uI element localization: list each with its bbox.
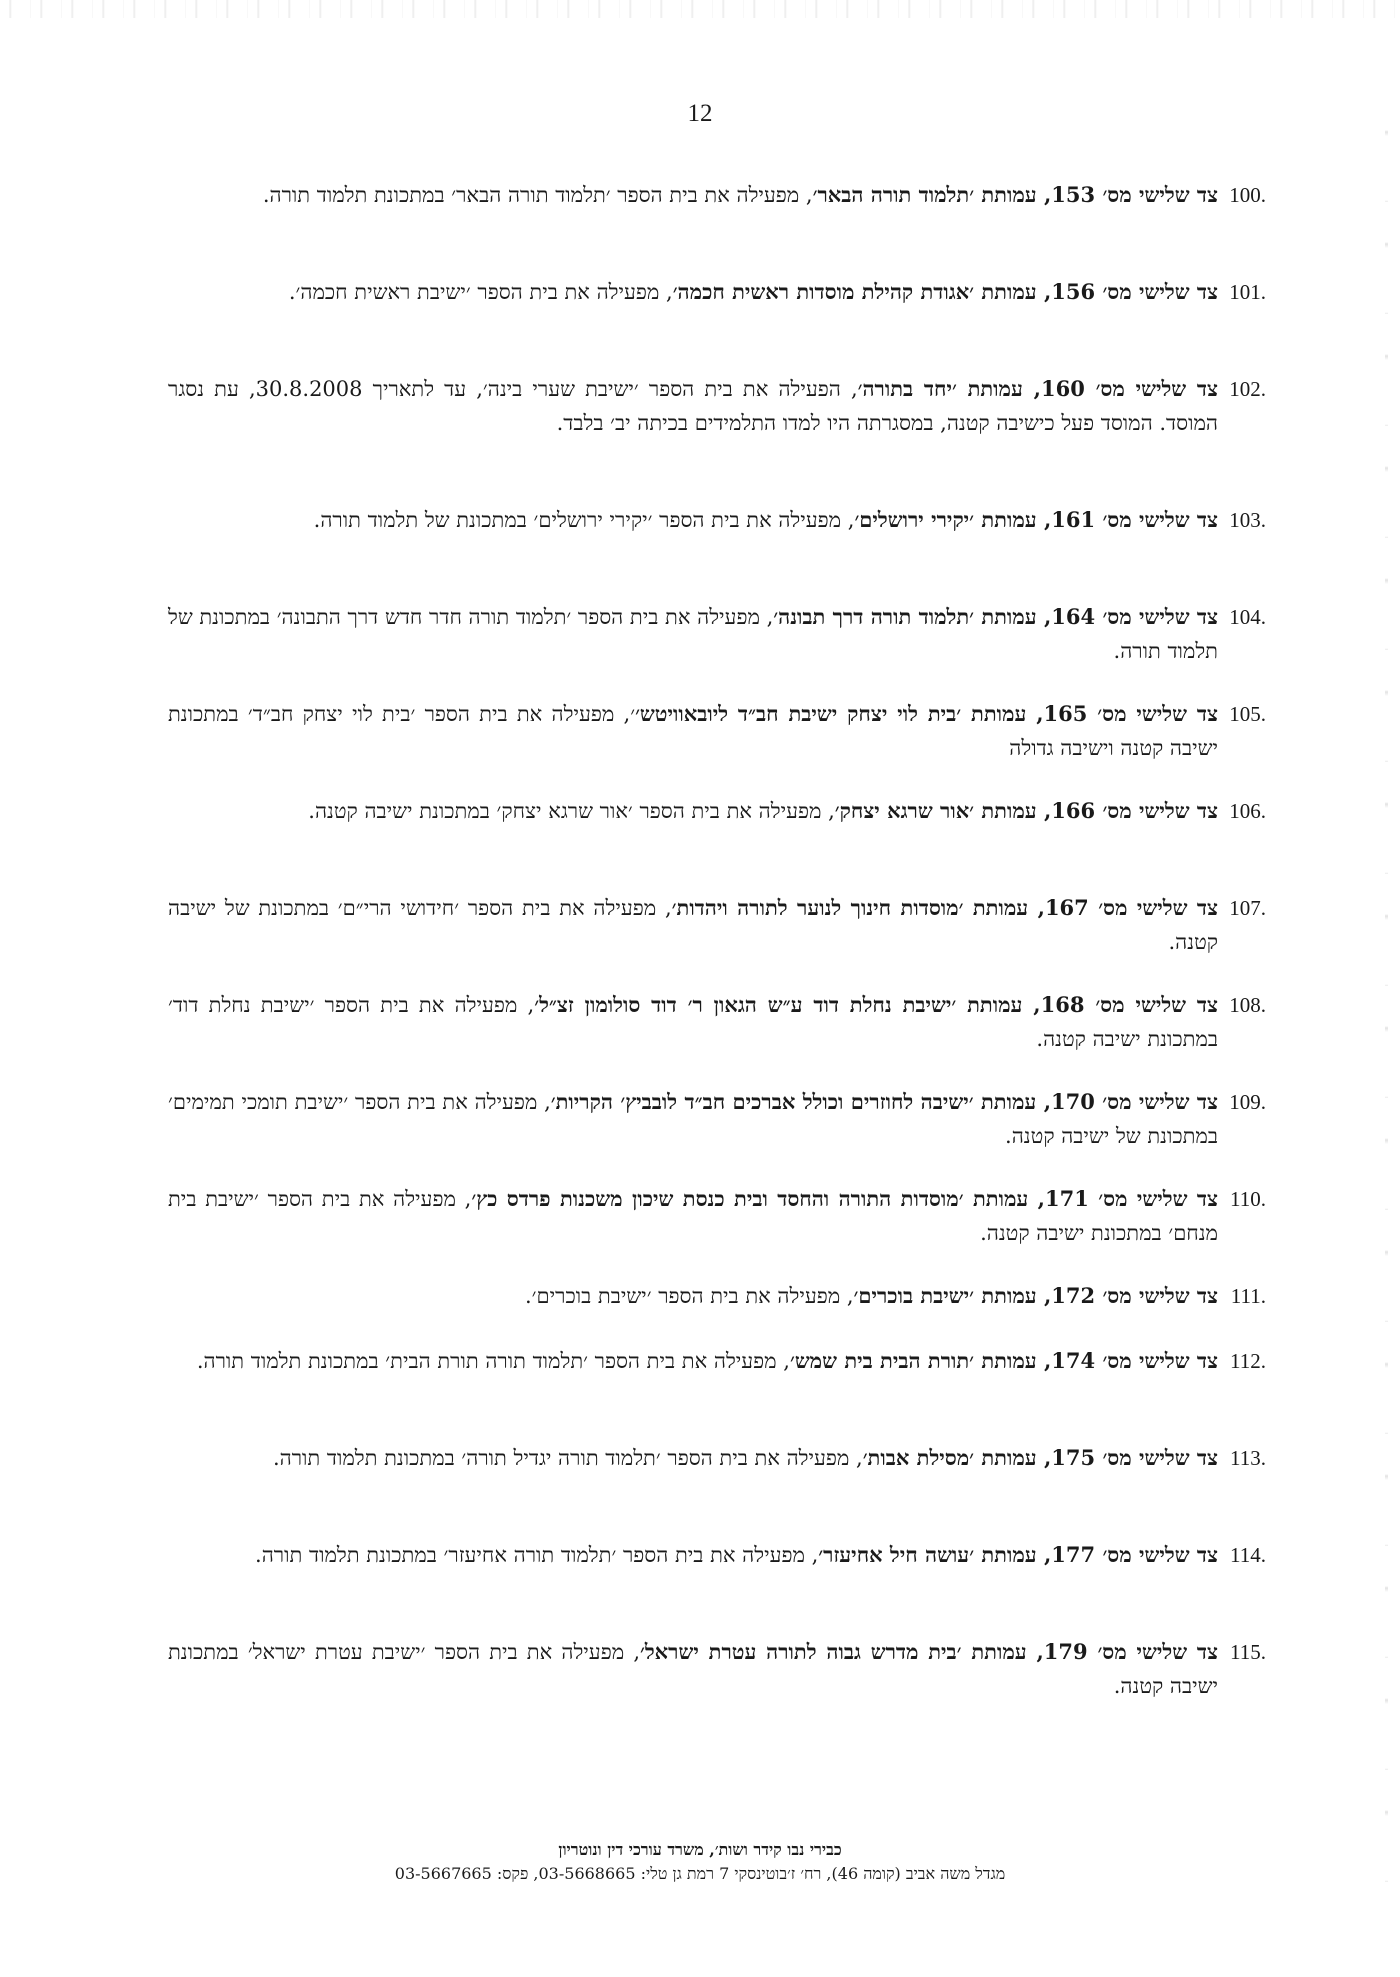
list-item — [168, 600, 1266, 697]
item-text: , מפעילה את בית הספר ׳אור שרגא יצחק׳ במתכונת ישיבה קטנה. — [308, 799, 835, 823]
item-text: ׳, מפעילה את בית הספר ׳בית לוי יצחק חב״ד׳ במתכונת ישיבה קטנה וישיבה גדולה — [168, 702, 1218, 760]
list-item — [168, 891, 1266, 988]
list-item — [168, 1538, 1266, 1635]
page-number: 12 — [687, 100, 713, 127]
item-lead: צד שלישי מס׳ 174, עמותת ׳תורת הבית בית שמש׳ — [789, 1348, 1218, 1373]
item-number: 112. — [1230, 1349, 1266, 1373]
item-text: , מפעילה את בית הספר ׳תלמוד תורה יגדיל תורה׳ במתכונת תלמוד תורה. — [272, 1446, 863, 1470]
list-item — [168, 178, 1266, 275]
item-lead: צד שלישי מס׳ 170, עמותת ׳ישיבה לחוזרים וכולל אברכים חב״ד לובביץ׳ הקריות׳ — [550, 1089, 1219, 1114]
item-lead: צד שלישי מס׳ 156, עמותת ׳אגודת קהילת מוסדות ראשית חכמה׳ — [672, 279, 1218, 304]
list-item — [168, 697, 1266, 794]
scan-artifact-top — [0, 0, 1400, 18]
list-item — [168, 1085, 1266, 1182]
list-item — [168, 503, 1266, 600]
scan-artifact-right — [1385, 90, 1388, 1890]
item-lead: צד שלישי מס׳ 175, עמותת ׳מסילת אבות׳ — [862, 1445, 1218, 1470]
item-lead: צד שלישי מס׳ 172, עמותת ׳ישיבת בוכרים׳ — [853, 1283, 1218, 1308]
item-lead: צד שלישי מס׳ 168, עמותת ׳ישיבת נחלת דוד ע״ש הגאון ר׳ דוד סולומון זצ״ל׳ — [534, 992, 1218, 1017]
item-text: , מפעילה את בית הספר ׳תלמוד תורה הבאר׳ במתכונת תלמוד תורה. — [262, 183, 813, 207]
item-number: 111. — [1230, 1284, 1266, 1308]
item-text: , מפעילה את בית הספר ׳יקירי ירושלים׳ במתכונת של תלמוד תורה. — [313, 508, 855, 532]
item-number: 100. — [1229, 183, 1266, 207]
item-number: 114. — [1230, 1543, 1266, 1567]
item-lead: צד שלישי מס׳ 166, עמותת ׳אור שרגא יצחק׳ — [834, 798, 1218, 823]
item-lead: צד שלישי מס׳ 171, עמותת ׳מוסדות התורה והחסד ובית כנסת שיכון משכנות פרדס כץ׳ — [471, 1186, 1218, 1211]
item-lead: צד שלישי מס׳ 165, עמותת ׳בית לוי יצחק ישיבת חב״ד ליובאוויטש׳ — [635, 701, 1218, 726]
list-item — [168, 275, 1266, 372]
firm-name: כבירי נבו קידר ושות׳, משרד עורכי דין ונוטריון — [558, 1840, 842, 1859]
item-number: 115. — [1230, 1640, 1266, 1664]
firm-address: מגדל משה אביב (קומה 46), רח׳ ז׳בוטינסקי 7 רמת גן טלי: 03-5668665, פקס: 03-5667665 — [394, 1864, 1006, 1883]
item-number: 107. — [1229, 896, 1266, 920]
item-lead: צד שלישי מס׳ 167, עמותת ׳מוסדות חינוך לנוער לתורה ויהדות׳ — [671, 895, 1218, 920]
item-number: 102. — [1229, 377, 1266, 401]
item-text: , מפעילה את בית הספר ׳ישיבת ראשית חכמה׳. — [288, 280, 673, 304]
letterhead-footer — [0, 1838, 1400, 1886]
item-lead: צד שלישי מס׳ 177, עמותת ׳עושה חיל אחיעזר׳ — [818, 1542, 1218, 1567]
item-lead: צד שלישי מס׳ 160, עמותת ׳יחד בתורה׳ — [857, 376, 1219, 401]
item-text: , מפעילה את בית הספר ׳ישיבת עטרת ישראל׳ במתכונת ישיבה קטנה. — [168, 1640, 1218, 1698]
list-item — [168, 1279, 1266, 1344]
item-number: 104. — [1229, 605, 1266, 629]
item-text: , מפעילה את בית הספר ׳תלמוד תורה אחיעזר׳ במתכונת תלמוד תורה. — [255, 1543, 819, 1567]
list-item — [168, 372, 1266, 503]
item-number: 105. — [1229, 702, 1266, 726]
list-item — [168, 794, 1266, 891]
item-text: , מפעילה את בית הספר ׳ישיבת נחלת דוד׳ במתכונת ישיבה קטנה. — [168, 993, 1218, 1051]
item-number: 110. — [1230, 1187, 1266, 1211]
item-lead: צד שלישי מס׳ 161, עמותת ׳יקירי ירושלים׳ — [854, 507, 1218, 532]
item-number: 106. — [1229, 799, 1266, 823]
item-text: , מפעילה את בית הספר ׳חידושי הרי״ם׳ במתכונת של ישיבה קטנה. — [168, 896, 1218, 954]
item-number: 108. — [1229, 993, 1266, 1017]
item-text: , מפעילה את בית הספר ׳ישיבת בוכרים׳. — [525, 1284, 854, 1308]
clause-list — [168, 178, 1266, 1732]
item-lead: צד שלישי מס׳ 164, עמותת ׳תלמוד תורה דרך תבונה׳ — [773, 604, 1219, 629]
list-item — [168, 1635, 1266, 1732]
item-number: 113. — [1230, 1446, 1266, 1470]
list-item — [168, 988, 1266, 1085]
item-number: 109. — [1229, 1090, 1266, 1114]
item-text: , מפעילה את בית הספר ׳ישיבת תומכי תמימים׳ במתכונת של ישיבה קטנה. — [168, 1090, 1218, 1148]
list-item — [168, 1441, 1266, 1538]
item-lead: צד שלישי מס׳ 153, עמותת ׳תלמוד תורה הבאר׳ — [812, 182, 1218, 207]
item-number: 103. — [1229, 508, 1266, 532]
item-text: , הפעילה את בית הספר ׳ישיבת שערי בינה׳, עד לתאריך 30.8.2008, עת נסגר המוסד. המוסד פעל כישיבה קטנה, במסגרתה היו למדו התלמידים בכיתה יב׳ בלבד. — [168, 377, 1218, 435]
item-lead: צד שלישי מס׳ 179, עמותת ׳בית מדרש גבוה לתורה עטרת ישראל׳ — [640, 1639, 1219, 1664]
item-text: , מפעילה את בית הספר ׳ישיבת בית מנחם׳ במתכונת ישיבה קטנה. — [168, 1187, 1218, 1245]
item-text: , מפעילה את בית הספר ׳תלמוד תורה תורת הבית׳ במתכונת תלמוד תורה. — [196, 1349, 790, 1373]
item-number: 101. — [1229, 280, 1266, 304]
item-text: , מפעילה את בית הספר ׳תלמוד תורה חדר חדש דרך התבונה׳ במתכונת של תלמוד תורה. — [168, 605, 1218, 663]
list-item — [168, 1182, 1266, 1279]
list-item — [168, 1344, 1266, 1441]
